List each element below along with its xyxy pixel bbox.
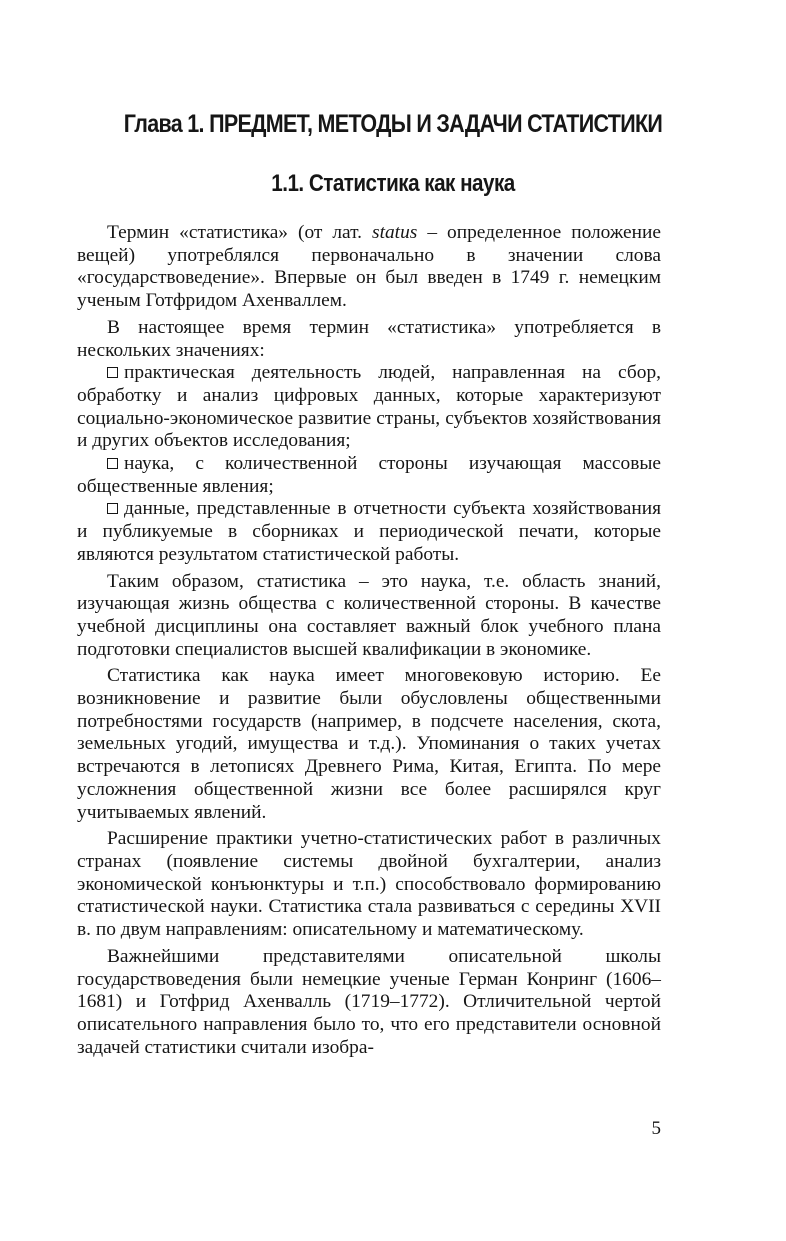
page-number: 5 [651,1118,661,1139]
list-item-text: наука, с количественной стороны изучающая массовые общественные явления; [77,453,661,497]
paragraph-history: Статистика как наука имеет многовековую историю. Ее возникновение и развитие были обусловлены общественными потребностями государств (например, в подсчете населения, скота, земельных угодий, имущества и т.д.). Упоминания о таких учетах встречаются в летописях Древнего Рима, Китая, Египта. По мере усложнения общественной жизни все более расширялся круг учитываемых явлений. [77,665,661,823]
paragraph-text: – определенное положение вещей) употреблялся первоначально в значении слова «государствоведение». Впервые он был введен в 1749 г. немецким ученым Готфридом Ахенваллем. [77,222,662,312]
checkbox-bullet-icon [107,367,118,378]
paragraph-development: Расширение практики учетно-статистических работ в различных странах (появление системы двойной бухгалтерии, анализ экономической конъюнктуры и т.п.) способствовало формированию статистической науки. Статистика стала развиваться с середины XVII в. по двум направлениям: описательному и математическому. [77,828,661,941]
list-item [77,498,661,566]
paragraph-meanings-intro: В настоящее время термин «статистика» употребляется в нескольких значениях: [77,316,661,361]
chapter-title: Глава 1. ПРЕДМЕТ, МЕТОДЫ И ЗАДАЧИ СТАТИСТИКИ [123,110,663,138]
paragraph-descriptive-school: Важнейшими представителями описательной школы государствоведения были немецкие ученые Герман Конринг (1606–1681) и Готфрид Ахенвалль (1719–1772). Отличительной чертой описательного направления было то, что его представители основной задачей статистики считали изобра- [77,945,661,1058]
latin-term: status [372,222,418,243]
paragraph-text: Термин «статистика» (от лат. [107,222,373,243]
main-text [77,222,661,1059]
list-item [77,453,661,498]
section-title: 1.1. Статистика как наука [271,170,515,197]
list-item-text: практическая деятельность людей, направленная на сбор, обработку и анализ цифровых данных, которые характеризуют социально-экономическое развитие страны, субъектов хозяйствования и других объектов исследования; [77,362,661,452]
checkbox-bullet-icon [107,503,118,514]
paragraph-term-origin [77,222,661,313]
paragraph-definition: Таким образом, статистика – это наука, т.е. область знаний, изучающая жизнь общества с количественной стороны. В качестве учебной дисциплины она составляет важный блок учебного плана подготовки специалистов высшей квалификации в экономике. [77,570,661,660]
list-item [77,362,661,453]
checkbox-bullet-icon [107,458,118,469]
list-item-text: данные, представленные в отчетности субъекта хозяйствования и публикуемые в сборниках и периодической печати, которые являются результатом статистической работы. [77,498,661,565]
